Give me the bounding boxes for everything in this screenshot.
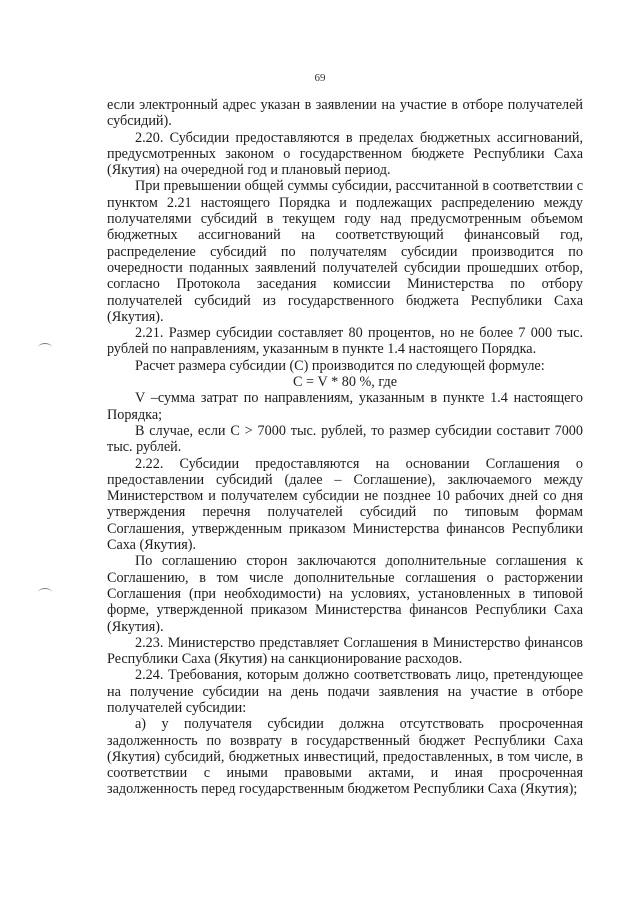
paragraph: 2.21. Размер субсидии составляет 80 процентов, но не более 7 000 тыс. рублей по направлениям, указанным в пункте 1.4 настоящего Порядка. xyxy=(107,325,583,358)
paragraph: V –сумма затрат по направлениям, указанным в пункте 1.4 настоящего Порядка; xyxy=(107,390,583,423)
paragraph: 2.20. Субсидии предоставляются в пределах бюджетных ассигнований, предусмотренных законом о государственном бюджете Республики Саха (Якутия) на очередной год и плановый период. xyxy=(107,129,583,179)
formula: С = V * 80 %, где xyxy=(292,374,397,391)
paragraph: если электронный адрес указан в заявлении на участие в отборе получателей субсидий). xyxy=(107,97,583,130)
paragraph: 2.23. Министерство представляет Соглашения в Министерство финансов Республики Саха (Якутия) на санкционирование расходов. xyxy=(107,634,583,668)
paragraph: 2.22. Субсидии предоставляются на основании Соглашения о предоставлении субсидий (далее – Соглашение), заключаемого между Министерством и получателем субсидии не позднее 10 рабочих дней со дня утверждения перечня получателей субсидий по типовым формам Соглашения, утвержденным приказом Министерства финансов Республики Саха (Якутия). xyxy=(107,455,583,554)
paragraph: При превышении общей суммы субсидии, рассчитанной в соответствии с пунктом 2.21 настоящего Порядка и подлежащих распределению между получателями субсидий в текущем году над предусмотренным объемом бюджетных ассигнований на соответствующий финансовый год, распределение субсидий по получателям субсидии производится по очередности поданных заявлений получателей субсидии прошедших отбор, согласно Протокола заседания комиссии Министерства по отбору получателей субсидий из государственного бюджета Республики Саха (Якутия). xyxy=(107,178,583,325)
paragraph: По соглашению сторон заключаются дополнительные соглашения к Соглашению, в том числе дополнительные соглашения о расторжении Соглашения (при необходимости) на условиях, установленных в типовой форме, утвержденной приказом Министерства финансов Республики Саха (Якутия). xyxy=(107,553,583,635)
paragraph: Расчет размера субсидии (С) производится по следующей формуле: xyxy=(135,357,545,374)
punch-mark-bottom xyxy=(38,588,52,597)
paragraph: 2.24. Требования, которым должно соответствовать лицо, претендующее на получение субсидии на день подачи заявления на участие в отборе получателей субсидии: xyxy=(107,667,583,716)
punch-mark-top xyxy=(38,343,52,352)
document-body xyxy=(107,97,583,798)
page-number: 69 xyxy=(314,72,326,84)
paragraph: В случае, если С > 7000 тыс. рублей, то размер субсидии составит 7000 тыс. рублей. xyxy=(107,422,583,456)
paragraph: а) у получателя субсидии должна отсутствовать просроченная задолженность по возврату в государственный бюджет Республики Саха (Якутия) субсидий, бюджетных инвестиций, предоставленных, в том числе, в соответствии с иными правовыми актами, и иная просроченная задолженность перед государственным бюджетом Республики Саха (Якутия); xyxy=(107,716,583,798)
